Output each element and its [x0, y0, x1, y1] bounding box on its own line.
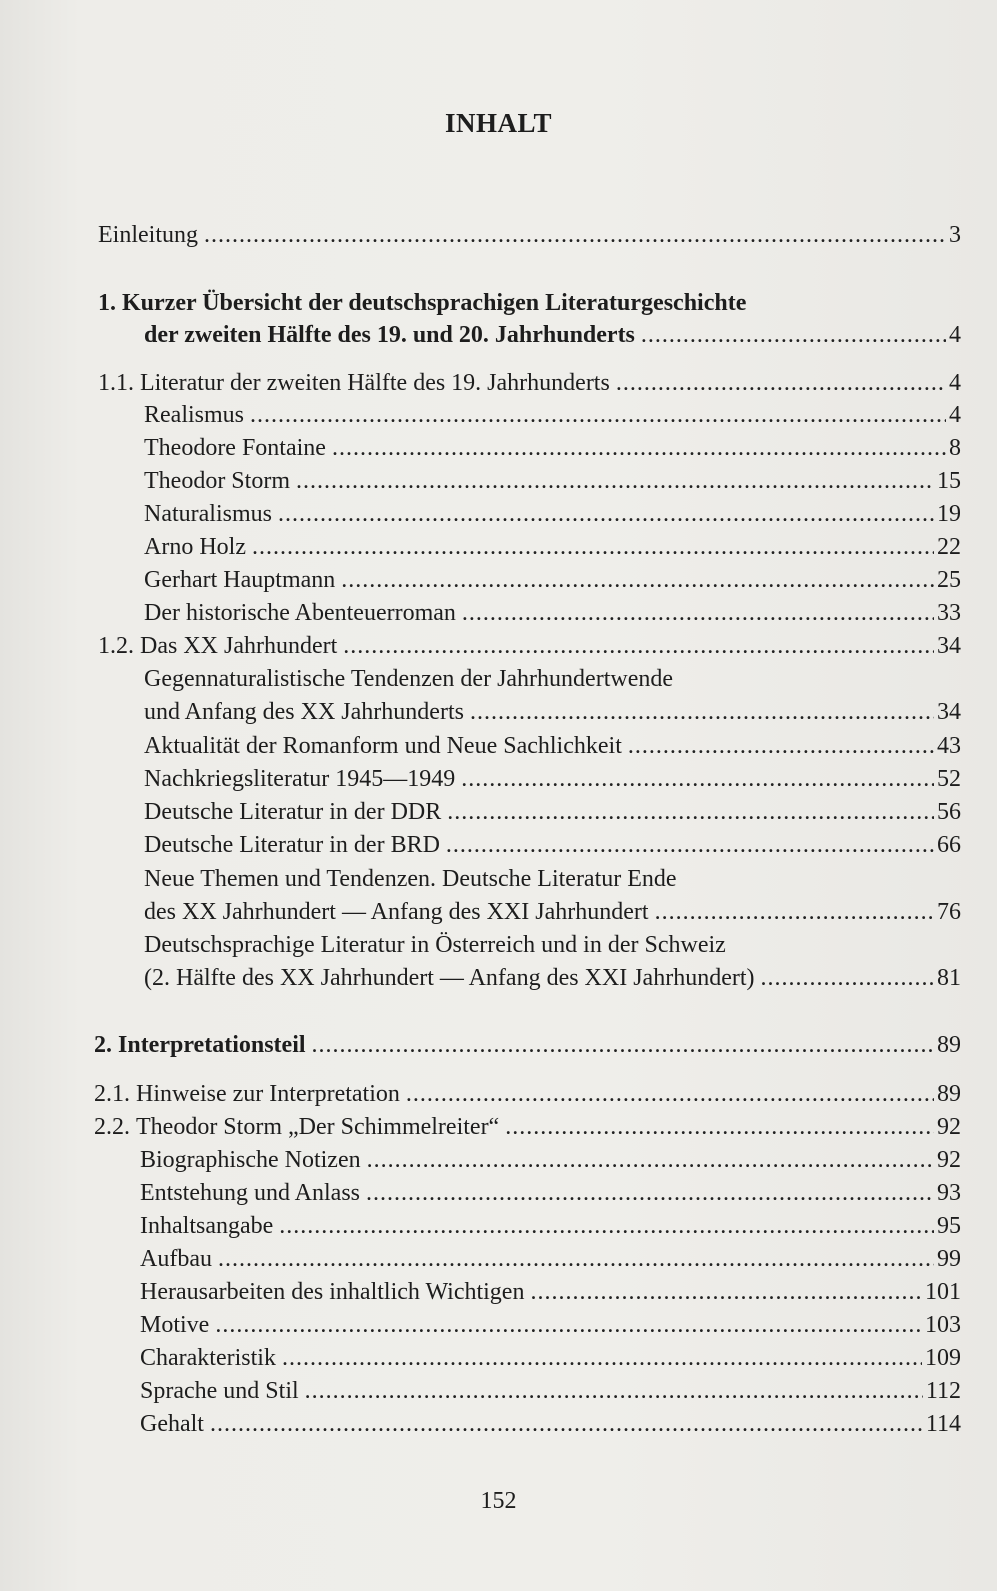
toc-entry-brd: [144, 830, 961, 860]
toc-entry-realismus: [144, 400, 961, 430]
toc-entry-page: 95: [937, 1213, 961, 1239]
toc-entry-label: Gerhart Hauptmann: [144, 567, 336, 593]
toc-entry-hauptmann: [144, 565, 961, 595]
toc-entry-label: Theodor Storm: [144, 468, 290, 494]
toc-entry-page: 92: [937, 1147, 961, 1173]
toc-entry-page: 92: [937, 1114, 961, 1140]
toc-entry-label: Das XX Jahrhundert: [140, 633, 338, 659]
toc-entry-page: 3: [949, 222, 961, 248]
toc-entry-number: 1.: [98, 290, 116, 316]
toc-entry-nachkriegsliteratur: [144, 764, 961, 794]
toc-entry-number: 2.: [94, 1032, 112, 1058]
toc-entry-page: 89: [937, 1032, 961, 1058]
toc-entry-oesterreich: [144, 963, 961, 993]
toc-entry-einleitung: [98, 220, 961, 250]
toc-entry-herausarbeiten: [140, 1277, 961, 1307]
toc-entry-1-2: [98, 631, 961, 661]
toc-entry-inhaltsangabe: [140, 1211, 961, 1241]
toc-entry-page: 4: [949, 322, 961, 348]
toc-entry-label: Hinweise zur Interpretation: [136, 1081, 400, 1107]
toc-entry-neue-themen-line1: [144, 864, 677, 894]
toc-entry-label: Charakteristik: [140, 1345, 276, 1371]
toc-entry-section-1-line1: [98, 288, 746, 318]
toc-entry-page: 66: [937, 832, 961, 858]
toc-entry-page: 89: [937, 1081, 961, 1107]
page-number: 152: [480, 1488, 517, 1514]
leader-dots: [616, 368, 946, 398]
leader-dots: [366, 1178, 934, 1208]
toc-entry-label: Gehalt: [140, 1411, 204, 1437]
toc-entry-label: Entstehung und Anlass: [140, 1180, 360, 1206]
toc-entry-label: Gegennaturalistische Tendenzen der Jahrhundertwende: [144, 666, 673, 692]
toc-entry-label: Interpretationsteil: [118, 1032, 306, 1058]
toc-entry-label: Einleitung: [98, 222, 198, 248]
toc-entry-number: 2.1.: [94, 1081, 130, 1107]
toc-entry-label-cont: und Anfang des XX Jahrhunderts: [144, 699, 464, 725]
toc-entry-page: 22: [937, 534, 961, 560]
leader-dots: [215, 1310, 922, 1340]
leader-dots: [406, 1079, 934, 1109]
toc-entry-page: 76: [937, 899, 961, 925]
toc-entry-label: Literatur der zweiten Hälfte des 19. Jahrhunderts: [140, 370, 610, 396]
toc-entry-label-cont: (2. Hälfte des XX Jahrhundert — Anfang des XXI Jahrhundert): [144, 965, 755, 991]
leader-dots: [204, 220, 946, 250]
toc-entry-page: 15: [937, 468, 961, 494]
toc-entry-biographische-notizen: [140, 1145, 961, 1175]
leader-dots: [341, 565, 934, 595]
leader-dots: [446, 830, 934, 860]
toc-entry-ddr: [144, 797, 961, 827]
toc-entry-aufbau: [140, 1244, 961, 1274]
leader-dots: [250, 400, 946, 430]
page-title: INHALT: [444, 108, 553, 138]
toc-entry-sprache-und-stil: [140, 1376, 961, 1406]
toc-entry-number: 1.2.: [98, 633, 134, 659]
toc-entry-entstehung: [140, 1178, 961, 1208]
toc-entry-label: Realismus: [144, 402, 244, 428]
toc-entry-page: 109: [925, 1345, 961, 1371]
toc-entry-gehalt: [140, 1409, 961, 1439]
toc-entry-page: 4: [949, 402, 961, 428]
leader-dots: [279, 1211, 934, 1241]
toc-entry-page: 43: [937, 733, 961, 759]
toc-entry-neue-themen: [144, 897, 961, 927]
toc-entry-page: 34: [937, 633, 961, 659]
toc-entry-2-2: [94, 1112, 961, 1142]
leader-dots: [296, 466, 934, 496]
toc-entry-number: 2.2.: [94, 1114, 130, 1140]
leader-dots: [470, 697, 934, 727]
toc-entry-label: Naturalismus: [144, 501, 272, 527]
toc-entry-section-1: [144, 320, 961, 350]
toc-entry-label: Biographische Notizen: [140, 1147, 361, 1173]
toc-entry-label: Der historische Abenteuerroman: [144, 600, 456, 626]
leader-dots: [655, 897, 934, 927]
toc-entry-gegennaturalistische-line1: [144, 664, 673, 694]
toc-entry-label-cont: der zweiten Hälfte des 19. und 20. Jahrhunderts: [144, 322, 635, 348]
toc-entry-label: Herausarbeiten des inhaltlich Wichtigen: [140, 1279, 525, 1305]
leader-dots: [278, 499, 934, 529]
toc-entry-page: 101: [925, 1279, 961, 1305]
toc-entry-page: 4: [949, 370, 961, 396]
leader-dots: [312, 1030, 934, 1060]
leader-dots: [332, 433, 946, 463]
toc-entry-label: Deutsche Literatur in der DDR: [144, 799, 442, 825]
toc-entry-gegennaturalistische: [144, 697, 961, 727]
toc-entry-1-1: [98, 368, 961, 398]
toc-entry-page: 19: [937, 501, 961, 527]
leader-dots: [628, 731, 934, 761]
toc-entry-page: 25: [937, 567, 961, 593]
toc-entry-label: Theodor Storm „Der Schimmelreiter“: [136, 1114, 500, 1140]
toc-entry-number: 1.1.: [98, 370, 134, 396]
leader-dots: [210, 1409, 923, 1439]
toc-entry-page: 112: [925, 1378, 961, 1404]
leader-dots: [367, 1145, 934, 1175]
toc-entry-page: 34: [937, 699, 961, 725]
toc-entry-label: Inhaltsangabe: [140, 1213, 274, 1239]
toc-entry-page: 33: [937, 600, 961, 626]
toc-entry-oesterreich-line1: [144, 930, 726, 960]
toc-entry-label: Kurzer Übersicht der deutschsprachigen Literaturgeschichte: [122, 290, 747, 316]
toc-entry-label-cont: des XX Jahrhundert — Anfang des XXI Jahrhundert: [144, 899, 649, 925]
toc-entry-label: Deutsche Literatur in der BRD: [144, 832, 440, 858]
toc-entry-label: Neue Themen und Tendenzen. Deutsche Literatur Ende: [144, 866, 677, 892]
toc-entry-holz: [144, 532, 961, 562]
toc-entry-label: Nachkriegsliteratur 1945—1949: [144, 766, 456, 792]
toc-entry-page: 114: [925, 1411, 961, 1437]
toc-entry-page: 56: [937, 799, 961, 825]
leader-dots: [343, 631, 934, 661]
leader-dots: [462, 598, 934, 628]
toc-entry-section-2: [94, 1030, 961, 1060]
toc-entry-abenteuerroman: [144, 598, 961, 628]
toc-entry-2-1: [94, 1079, 961, 1109]
toc-entry-page: 103: [925, 1312, 961, 1338]
toc-entry-motive: [140, 1310, 961, 1340]
leader-dots: [252, 532, 934, 562]
toc-entry-page: 93: [937, 1180, 961, 1206]
toc-entry-fontaine: [144, 433, 961, 463]
toc-entry-label: Theodore Fontaine: [144, 435, 326, 461]
toc-entry-label: Arno Holz: [144, 534, 246, 560]
leader-dots: [447, 797, 934, 827]
toc-entry-romanform: [144, 731, 961, 761]
toc-entry-label: Deutschsprachige Literatur in Österreich und in der Schweiz: [144, 932, 726, 958]
toc-entry-charakteristik: [140, 1343, 961, 1373]
toc-entry-page: 81: [937, 965, 961, 991]
toc-entry-naturalismus: [144, 499, 961, 529]
leader-dots: [530, 1277, 922, 1307]
leader-dots: [641, 320, 946, 350]
toc-entry-storm: [144, 466, 961, 496]
leader-dots: [218, 1244, 934, 1274]
leader-dots: [282, 1343, 922, 1373]
leader-dots: [461, 764, 934, 794]
toc-entry-page: 8: [949, 435, 961, 461]
toc-entry-label: Aktualität der Romanform und Neue Sachlichkeit: [144, 733, 622, 759]
toc-entry-page: 99: [937, 1246, 961, 1272]
toc-entry-label: Motive: [140, 1312, 210, 1338]
toc-entry-page: 52: [937, 766, 961, 792]
leader-dots: [305, 1376, 923, 1406]
toc-entry-label: Aufbau: [140, 1246, 212, 1272]
leader-dots: [505, 1112, 934, 1142]
toc-entry-label: Sprache und Stil: [140, 1378, 299, 1404]
leader-dots: [761, 963, 935, 993]
